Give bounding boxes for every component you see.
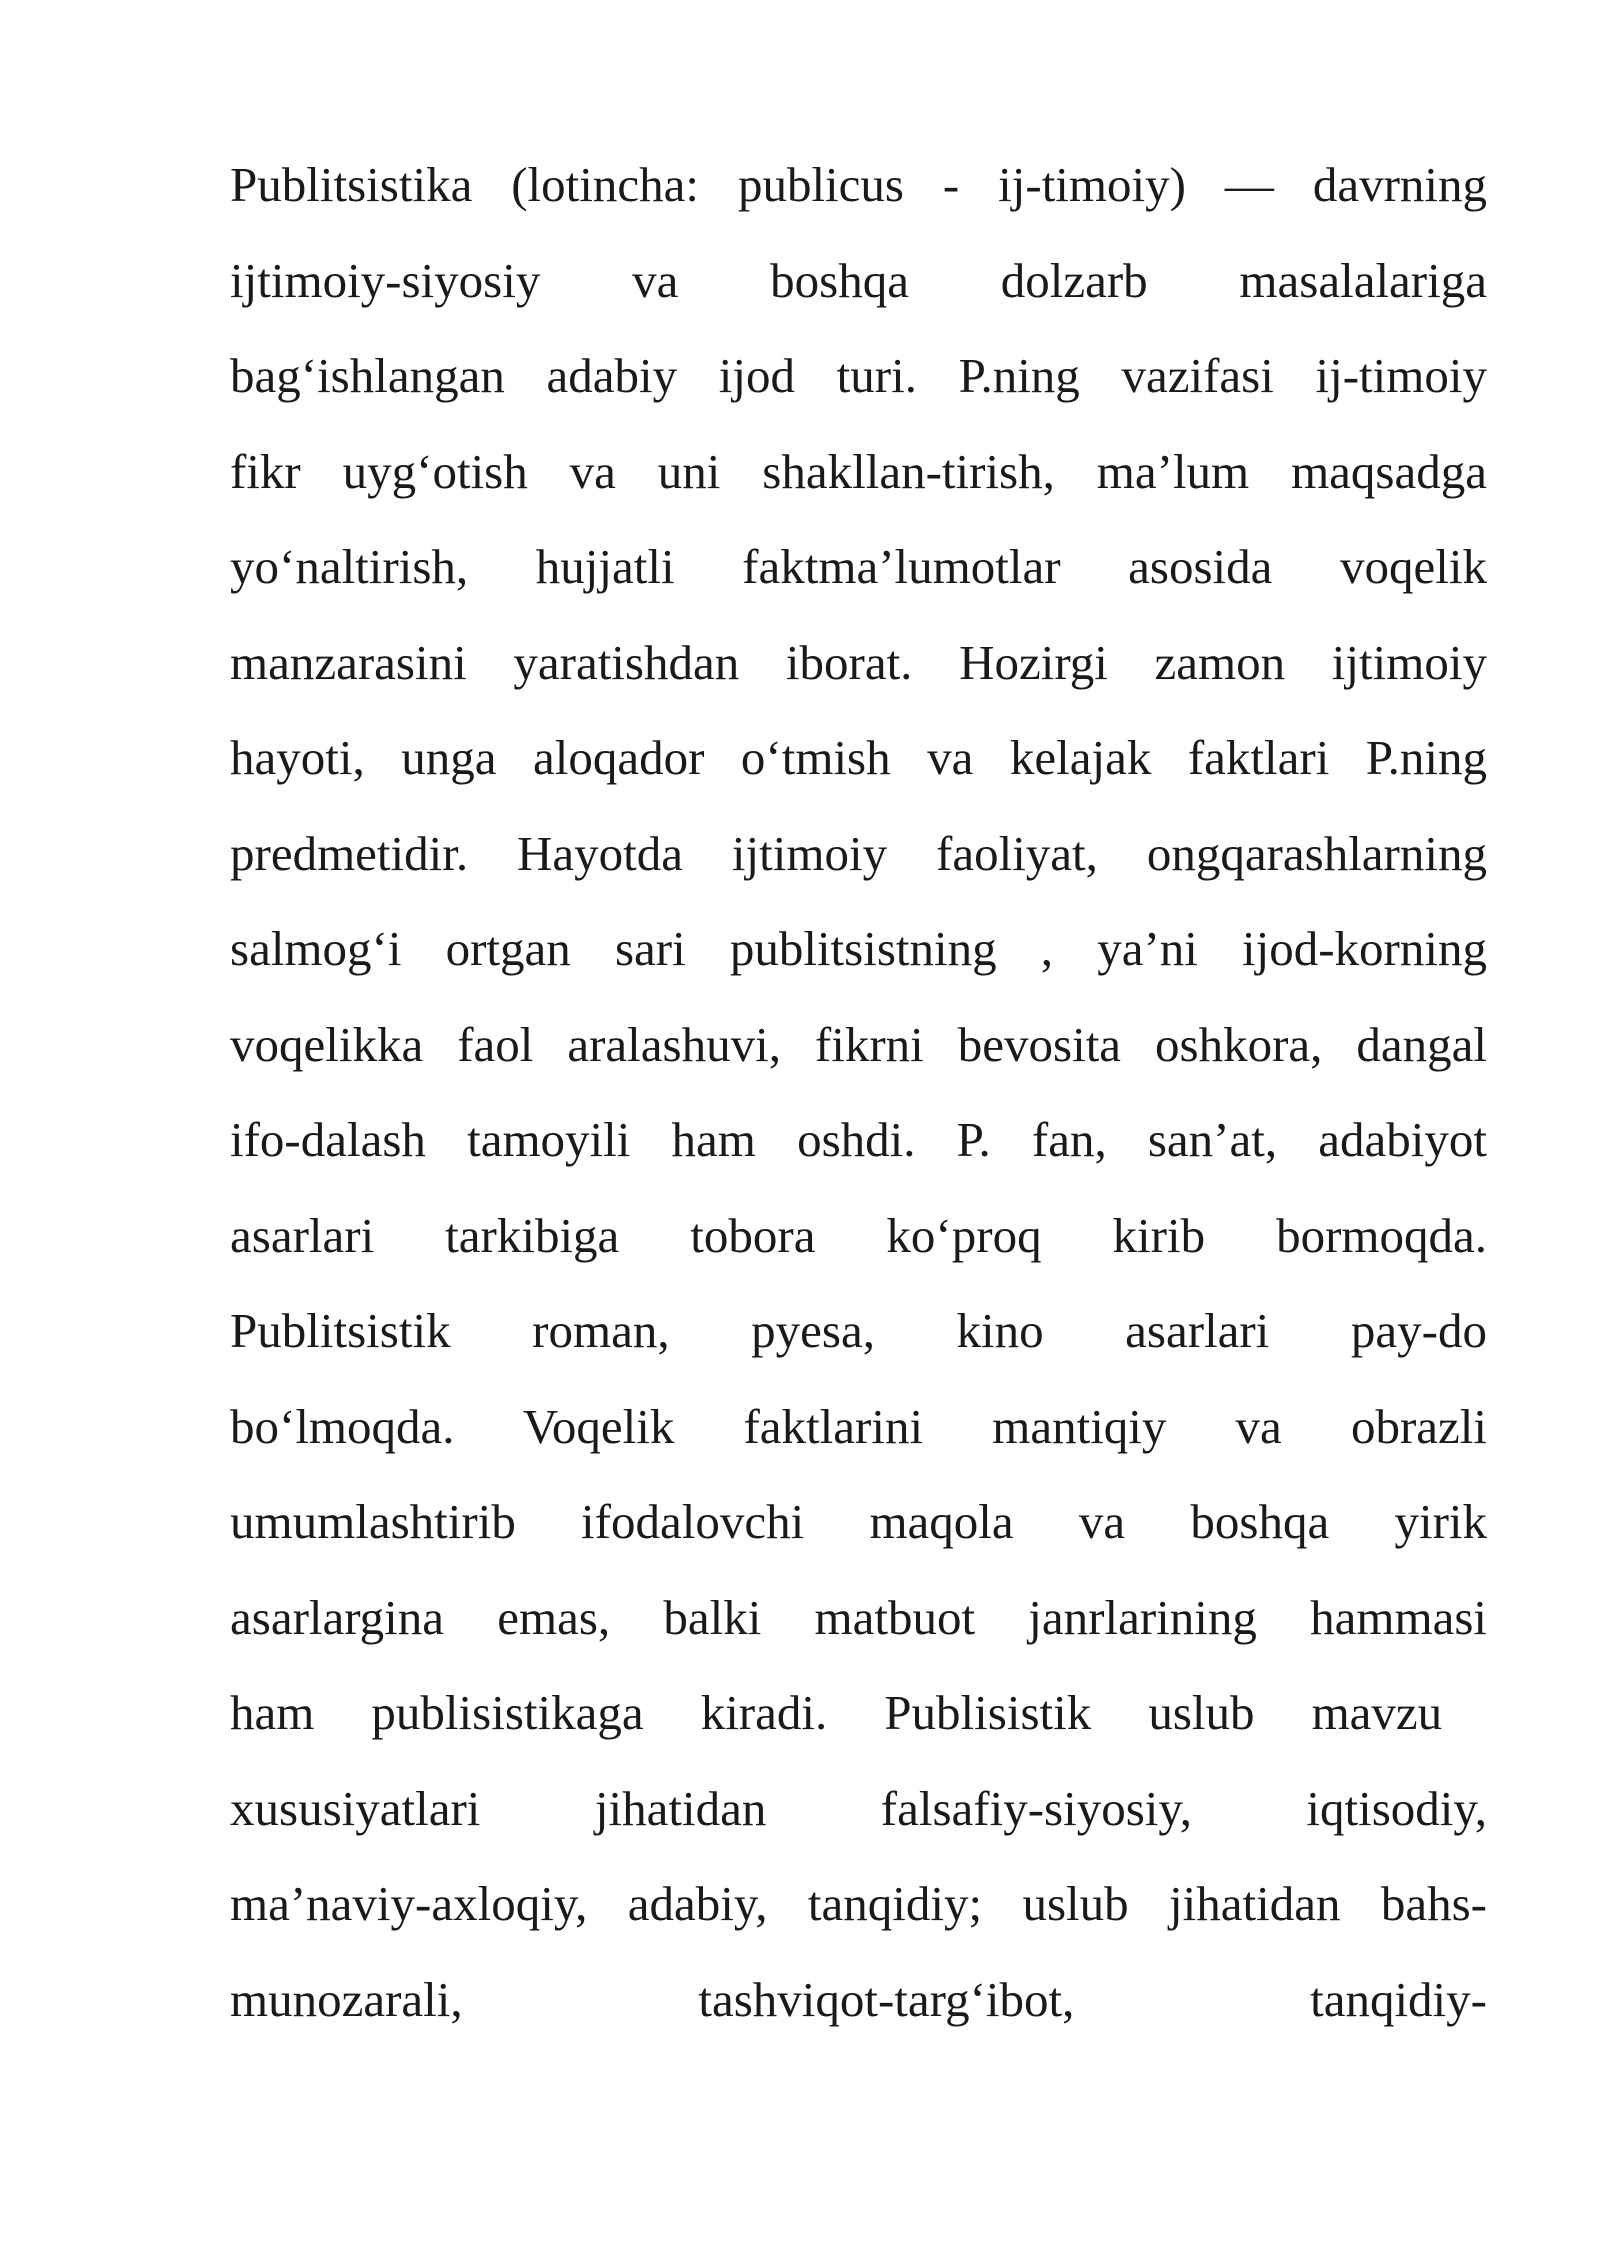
text-line: Publitsistik roman, pyesa, kino asarlari pay-do [230,1303,1487,1358]
text-line: ham publisistikaga kiradi. Publisistik uslub mavzu [230,1685,1443,1740]
text-line: xususiyatlari jihatidan falsafiy-siyosiy, iqtisodiy, [230,1780,1487,1836]
text-line: predmetidir. Hayotda ijtimoiy faoliyat, ongqarashlarning [230,825,1487,881]
text-line: fikr uyg‘otish va uni shakllan-tirish, ma’lum maqsadga [230,443,1487,499]
text-line: voqelikka faol aralashuvi, fikrni bevosita oshkora, dangal [230,1016,1487,1072]
text-line: munozarali, tashviqot-targ‘ibot, tanqidiy- [230,1971,1487,2027]
text-line: manzarasini yaratishdan iborat. Hozirgi zamon ijtimoiy [230,634,1487,690]
text-line: ma’naviy-axloqiy, adabiy, tanqidiy; uslub jihatidan bahs- [230,1876,1487,1931]
text-line: umumlashtirib ifodalovchi maqola va boshqa yirik [230,1494,1487,1549]
text-line: ifo-dalash tamoyili ham oshdi. P. fan, san’at, adabiyot [230,1112,1487,1167]
text-line: yo‘naltirish, hujjatli faktma’lumotlar asosida voqelik [230,539,1487,594]
text-line: hayoti, unga aloqador o‘tmish va kelajak faktlari P.ning [230,730,1487,785]
text-line: bag‘ishlangan adabiy ijod turi. P.ning vazifasi ij-timoiy [230,348,1487,403]
text-line: asarlari tarkibiga tobora ko‘proq kirib bormoqda. [230,1207,1487,1263]
text-line: asarlargina emas, balki matbuot janrlarining hammasi [230,1589,1487,1645]
text-line: bo‘lmoqda. Voqelik faktlarini mantiqiy va obrazli [230,1398,1487,1454]
text-line: ijtimoiy-siyosiy va boshqa dolzarb masalalariga [230,252,1487,308]
text-line: Publitsistika (lotincha: publicus - ij-timoiy) — davrning [230,157,1487,212]
text-line: salmog‘i ortgan sari publitsistning , ya’ni ijod-korning [230,921,1487,976]
body-paragraph [230,150,1487,2060]
